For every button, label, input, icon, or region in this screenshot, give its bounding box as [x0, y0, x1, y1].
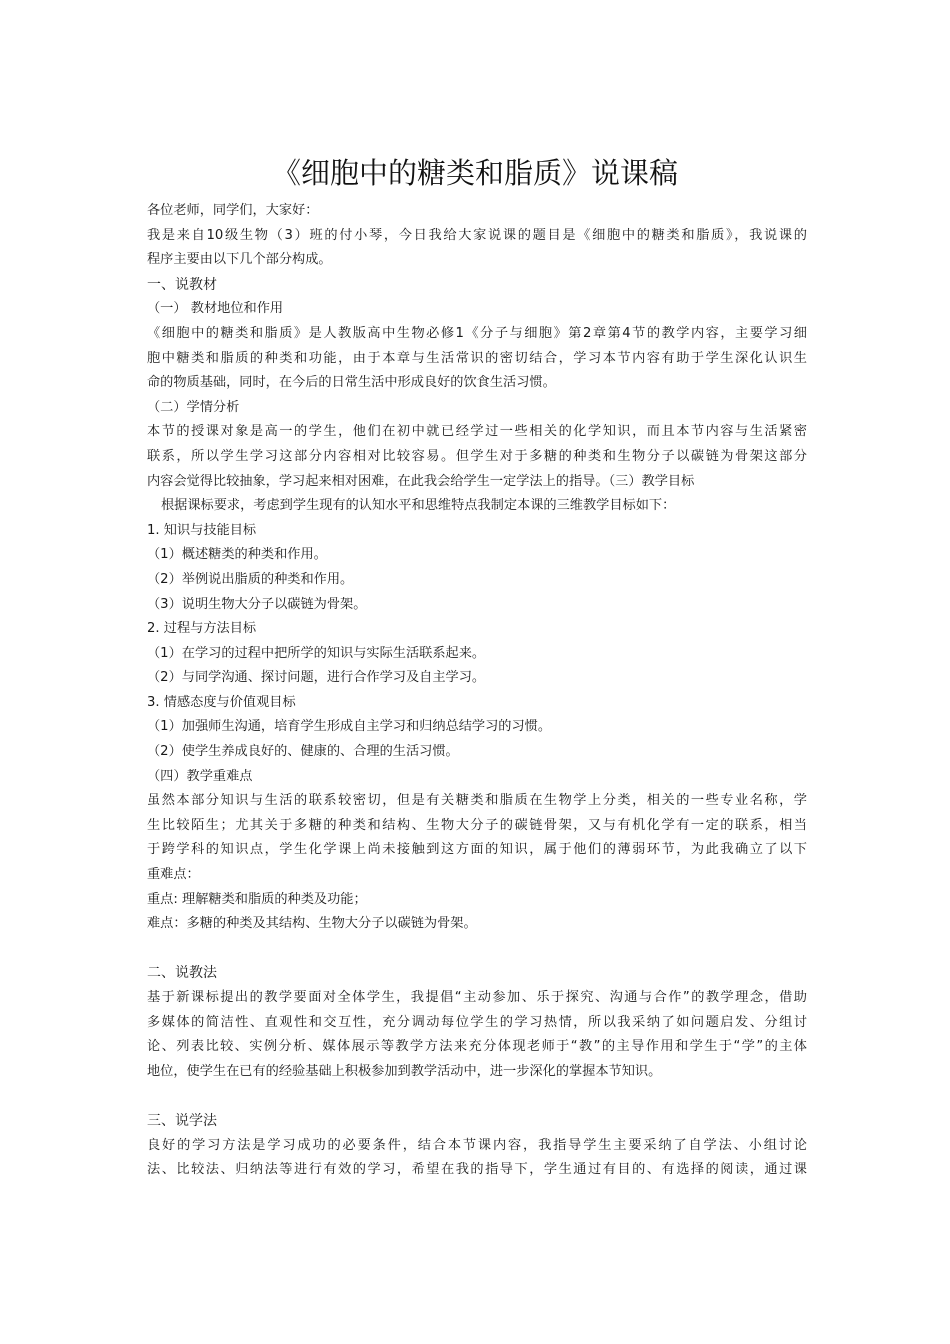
paragraph-line: 地位，使学生在已有的经验基础上积极参加到教学活动中，进一步深化的掌握本节知识。 — [147, 1063, 662, 1079]
paragraph-line: 法、比较法、归纳法等进行有效的学习，希望在我的指导下，学生通过有目的、有选择的阅读，通过课 — [147, 1162, 807, 1178]
blank-line — [147, 937, 807, 962]
list-item: （1）在学习的过程中把所学的知识与实际生活联系起来。 — [147, 645, 486, 661]
paragraph-line: 胞中糖类和脂质的种类和功能，由于本章与生活常识的密切结合，学习本节内容有助于学生深化认识生 — [147, 350, 807, 366]
list-item: （1）概述糖类的种类和作用。 — [147, 547, 327, 563]
section-heading: 一、说教材 — [147, 276, 217, 293]
paragraph-line: 多媒体的简洁性、直观性和交互性，充分调动每位学生的学习热情，所以我采纳了如问题启发、分组讨 — [147, 1014, 807, 1030]
paragraph-line: 于跨学科的知识点，学生化学课上尚未接触到这方面的知识，属于他们的薄弱环节，为此我确立了以下 — [147, 842, 807, 858]
paragraph-line: 内容会觉得比较抽象，学习起来相对困难，在此我会给学生一定学法上的指导。（三）教学目标 — [147, 473, 695, 489]
subsection-heading: （一） 教材地位和作用 — [147, 301, 284, 317]
greeting-line: 各位老师，同学们，大家好： — [147, 203, 319, 218]
list-item: （2）举例说出脂质的种类和作用。 — [147, 571, 354, 587]
paragraph-line: 良好的学习方法是学习成功的必要条件，结合本节课内容，我指导学生主要采纳了自学法、小组讨论 — [147, 1137, 807, 1153]
subsection-heading: （二）学情分析 — [147, 399, 240, 415]
paragraph-line: 基于新课标提出的教学要面对全体学生，我提倡“主动参加、乐于探究、沟通与合作”的教学理念，借助 — [147, 990, 807, 1005]
paragraph-line: 虽然本部分知识与生活的联系较密切，但是有关糖类和脂质在生物学上分类，相关的一些专业名称，学 — [147, 793, 807, 809]
paragraph-line: 程序主要由以下几个部分构成。 — [147, 252, 332, 268]
section-heading: 三、说学法 — [147, 1112, 217, 1129]
blank-line — [147, 1084, 807, 1109]
difficult-point-line: 难点：多糖的种类及其结构、生物大分子以碳链为骨架。 — [147, 916, 477, 932]
paragraph-line: 联系，所以学生学习这部分内容相对比较容易。但学生对于多糖的种类和生物分子以碳链为骨架这部分 — [147, 448, 807, 464]
paragraph-line: 根据课标要求，考虑到学生现有的认知水平和思维特点我制定本课的三维教学目标如下： — [161, 498, 676, 514]
list-heading: 1. 知识与技能目标 — [147, 522, 257, 538]
key-point-line: 重点: 理解糖类和脂质的种类及功能； — [147, 891, 367, 907]
paragraph-line: 本节的授课对象是高一的学生，他们在初中就已经学过一些相关的化学知识，而且本节内容与生活紧密 — [147, 424, 807, 440]
list-heading: 2. 过程与方法目标 — [147, 621, 257, 637]
paragraph-line: 我是来自10级生物（3）班的付小琴，今日我给大家说课的题目是《细胞中的糖类和脂质》，我说课的 — [147, 227, 807, 243]
document-body — [147, 199, 807, 1183]
list-heading: 3. 情感态度与价值观目标 — [147, 694, 296, 710]
paragraph-line: 命的物质基础，同时，在今后的日常生活中形成良好的饮食生活习惯。 — [147, 375, 556, 391]
list-item: （1）加强师生沟通，培育学生形成自主学习和归纳总结学习的习惯。 — [147, 719, 552, 735]
paragraph-line: 重难点： — [147, 867, 200, 883]
subsection-heading: （四）教学重难点 — [147, 768, 253, 784]
document-title: 《细胞中的糖类和脂质》说课稿 — [271, 156, 678, 190]
paragraph-line: 生比较陌生；尤其关于多糖的种类和结构、生物大分子的碳链骨架，又与有机化学有一定的联系，相当 — [147, 817, 807, 833]
section-heading: 二、说教法 — [147, 965, 217, 982]
list-item: （2）使学生养成良好的、健康的、合理的生活习惯。 — [147, 744, 459, 760]
list-item: （2）与同学沟通、探讨问题，进行合作学习及自主学习。 — [147, 670, 486, 686]
paragraph-line: 论、列表比较、实例分析、媒体展示等教学方法来充分体现老师于“教”的主导作用和学生于“学”的主体 — [147, 1039, 807, 1055]
paragraph-line: 《细胞中的糖类和脂质》是人教版高中生物必修1《分子与细胞》第2章第4节的教学内容，主要学习细 — [147, 325, 807, 341]
list-item: （3）说明生物大分子以碳链为骨架。 — [147, 596, 367, 612]
